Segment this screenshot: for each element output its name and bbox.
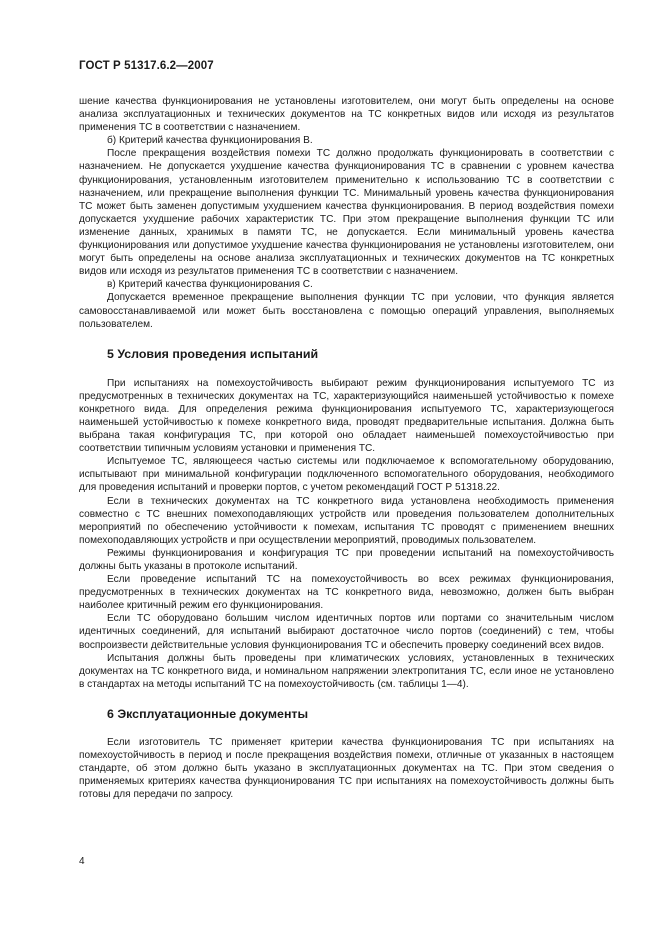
page-number: 4 xyxy=(79,856,85,867)
document-code-header: ГОСТ Р 51317.6.2—2007 xyxy=(79,60,214,72)
section-5-paragraph-1: При испытаниях на помехоустойчивость выбирают режим функционирования испытуемого ТС из предусмотренных в технических документах на ТС, характеризующийся наименьшей устойчивостью к помехе конкретного вида. Для определения режима функционирования испытуемого ТС, характеризующегося наименьшей устойчивостью к помехе конкретного вида, проводят предварительные испытания. Должна быть выбрана такая конфигурация ТС, при которой оно обладает наименьшей помехоустойчивостью при соответствии типичным условиям установки и применения ТС. xyxy=(79,377,614,455)
criterion-b-item: б) Критерий качества функционирования В. xyxy=(107,135,313,147)
section-5-paragraph-4: Режимы функционирования и конфигурация ТС при проведении испытаний на помехоустойчивость должны быть указаны в протоколе испытаний. xyxy=(79,547,614,572)
criterion-c-paragraph: Допускается временное прекращение выполнения функции ТС при условии, что функция является самовосстанавливаемой или может быть восстановлена с помощью операций управления, выполняемых пользователем. xyxy=(79,292,614,330)
section-5-paragraph-7: Испытания должны быть проведены при климатических условиях, установленных в технических документах на ТС конкретного вида, и номинальном напряжении электропитания ТС, если иное не установлено в стандартах на методы испытаний ТС на помехоустойчивость (см. таблицы 1—4). xyxy=(79,652,614,690)
paragraph-continuation: шение качества функционирования не установлены изготовителем, они могут быть определены на основе анализа эксплуатационных и технических документов на ТС конкретных видов или исходя из результатов применения ТС в соответствии с назначением. xyxy=(79,96,614,134)
section-5-paragraph-2-text: Испытуемое ТС, являющееся частью системы или подключаемое к вспомогательному оборудованию, испытывают при минимальной конфигурации подключенного вспомогательного оборудования, необходимого для проведения испытаний и проверки портов, с учетом рекомендаций ГОСТ Р 51318.22. xyxy=(79,456,614,494)
document-body xyxy=(79,95,614,801)
section-6-heading: 6 Эксплуатационные документы xyxy=(107,706,309,721)
section-6-paragraph-1: Если изготовитель ТС применяет критерии качества функционирования ТС при испытаниях на помехоустойчивость в период и после прекращения воздействия помехи, отличные от указанных в настоящем стандарте, об этом должно быть указано в эксплуатационных документах на ТС. При этом сведения о применяемых критериях качества функционирования ТС при испытаниях на помехоустойчивость должны быть готовы для передачи по запросу. xyxy=(79,736,614,801)
section-5-paragraph-6: Если ТС оборудовано большим числом идентичных портов или портами со значительным числом идентичных соединений, для испытаний выбирают достаточное число портов (соединений) с тем, чтобы воспроизвести действительные условия функционирования ТС и обеспечить проверку соединений всех видов. xyxy=(79,613,614,651)
section-5-heading: 5 Условия проведения испытаний xyxy=(107,346,319,361)
criterion-b-paragraph: После прекращения воздействия помехи ТС должно продолжать функционировать в соответствии с назначением. Не допускается ухудшение качества функционирования ТС в сравнении с уровнем качества функционирования, установленным изготовителем применительно к использованию ТС в соответствии с назначением, или прекращение выполнения функции ТС. Минимальный уровень качества функционирования ТС может быть заменен допустимым ухудшением качества функционирования. В период воздействия помехи допускается ухудшение рабочих характеристик ТС. При этом прекращение выполнения функции ТС или изменение данных, хранимых в памяти ТС, не допускается. Если минимальный уровень качества функционирования или допустимое ухудшение качества функционирования не установлены изготовителем, они могут быть определены на основе анализа эксплуатационных и технических документов на ТС конкретных видов или исходя из результатов применения ТС в соответствии с назначением. xyxy=(79,148,614,278)
section-5-paragraph-3: Если в технических документах на ТС конкретного вида установлена необходимость применения совместно с ТС внешних помехоподавляющих устройств или проведения пользователем дополнительных мероприятий по обеспечению устойчивости к помехам, испытания ТС проводят с применением внешних помехоподавляющих устройств и при осуществлении мероприятий, проводимых пользователем. xyxy=(79,495,614,546)
section-5-paragraph-5: Если проведение испытаний ТС на помехоустойчивость во всех режимах функционирования, предусмотренных в технических документах на ТС конкретного вида, невозможно, должен быть выбран наиболее критичный режим его функционирования. xyxy=(79,574,614,612)
criterion-c-item: в) Критерий качества функционирования С. xyxy=(107,279,313,291)
section-5-paragraph-2 xyxy=(79,455,614,494)
